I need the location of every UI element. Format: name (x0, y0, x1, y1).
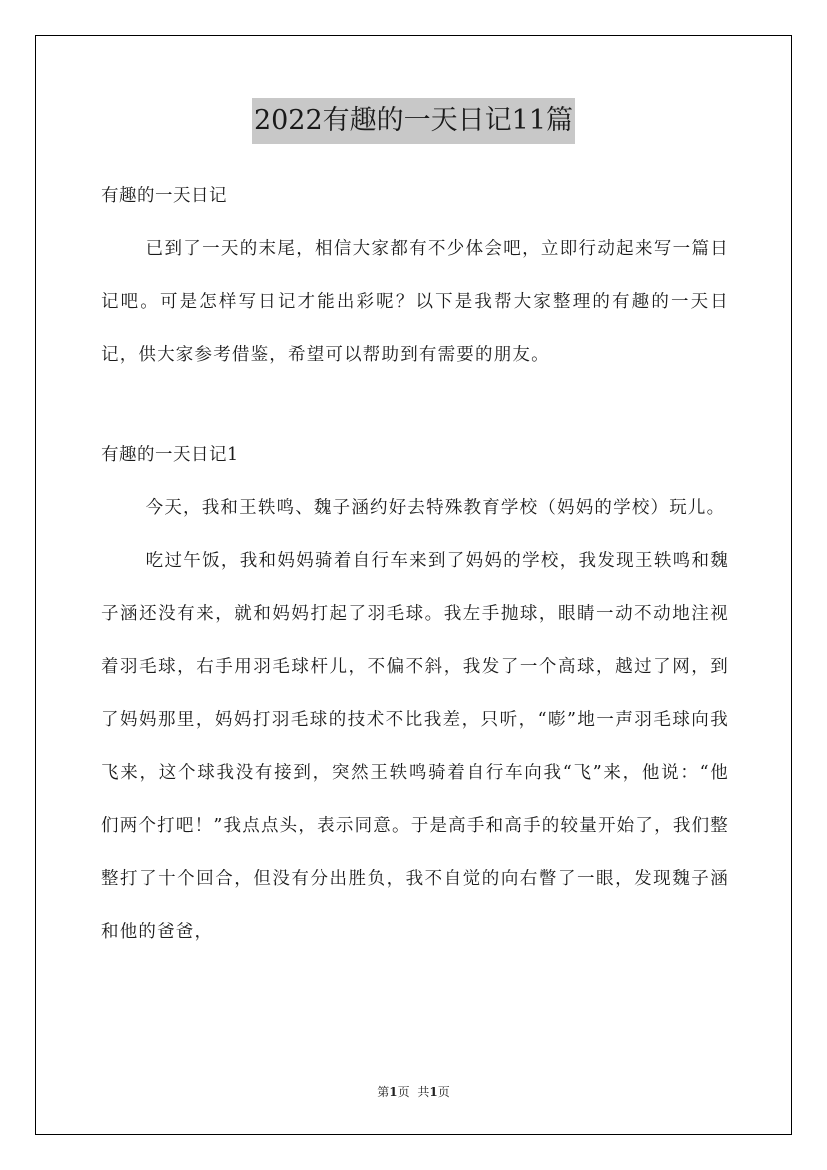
page-footer (0, 1083, 827, 1100)
footer-total-suffix: 页 (437, 1085, 450, 1099)
paragraph: 已到了一天的末尾，相信大家都有不少体会吧，立即行动起来写一篇日记吧。可是怎样写日记才能出彩呢？以下是我帮大家整理的有趣的一天日记，供大家参考借鉴，希望可以帮助到有需要的朋友。 (101, 239, 729, 365)
footer-page-suffix: 页 (397, 1085, 410, 1099)
footer-page-number: 1 (389, 1085, 398, 1099)
document-title: 2022有趣的一天日记11篇 (252, 98, 575, 144)
title-container (0, 98, 827, 144)
footer-page-prefix: 第 (377, 1085, 390, 1099)
section-heading: 有趣的一天日记1 (101, 445, 239, 465)
footer-total-number: 1 (429, 1085, 438, 1099)
section-heading: 有趣的一天日记 (101, 186, 227, 206)
document-body (101, 170, 729, 959)
footer-total-prefix: 共 (417, 1085, 430, 1099)
section-gap (101, 382, 729, 429)
paragraph: 今天，我和王轶鸣、魏子涵约好去特殊教育学校（妈妈的学校）玩儿。 (145, 498, 726, 518)
paragraph: 吃过午饭，我和妈妈骑着自行车来到了妈妈的学校，我发现王轶鸣和魏子涵还没有来，就和妈妈打起了羽毛球。我左手抛球，眼睛一动不动地注视着羽毛球，右手用羽毛球杆儿，不偏不斜，我发了一个高球，越过了网，到了妈妈那里，妈妈打羽毛球的技术不比我差，只听，“嘭”地一声羽毛球向我飞来，这个球我没有接到，突然王轶鸣骑着自行车向我“飞”来，他说：“他们两个打吧！”我点点头，表示同意。于是高手和高手的较量开始了，我们整整打了十个回合，但没有分出胜负，我不自觉的向右瞥了一眼，发现魏子涵和他的爸爸， (101, 551, 729, 942)
